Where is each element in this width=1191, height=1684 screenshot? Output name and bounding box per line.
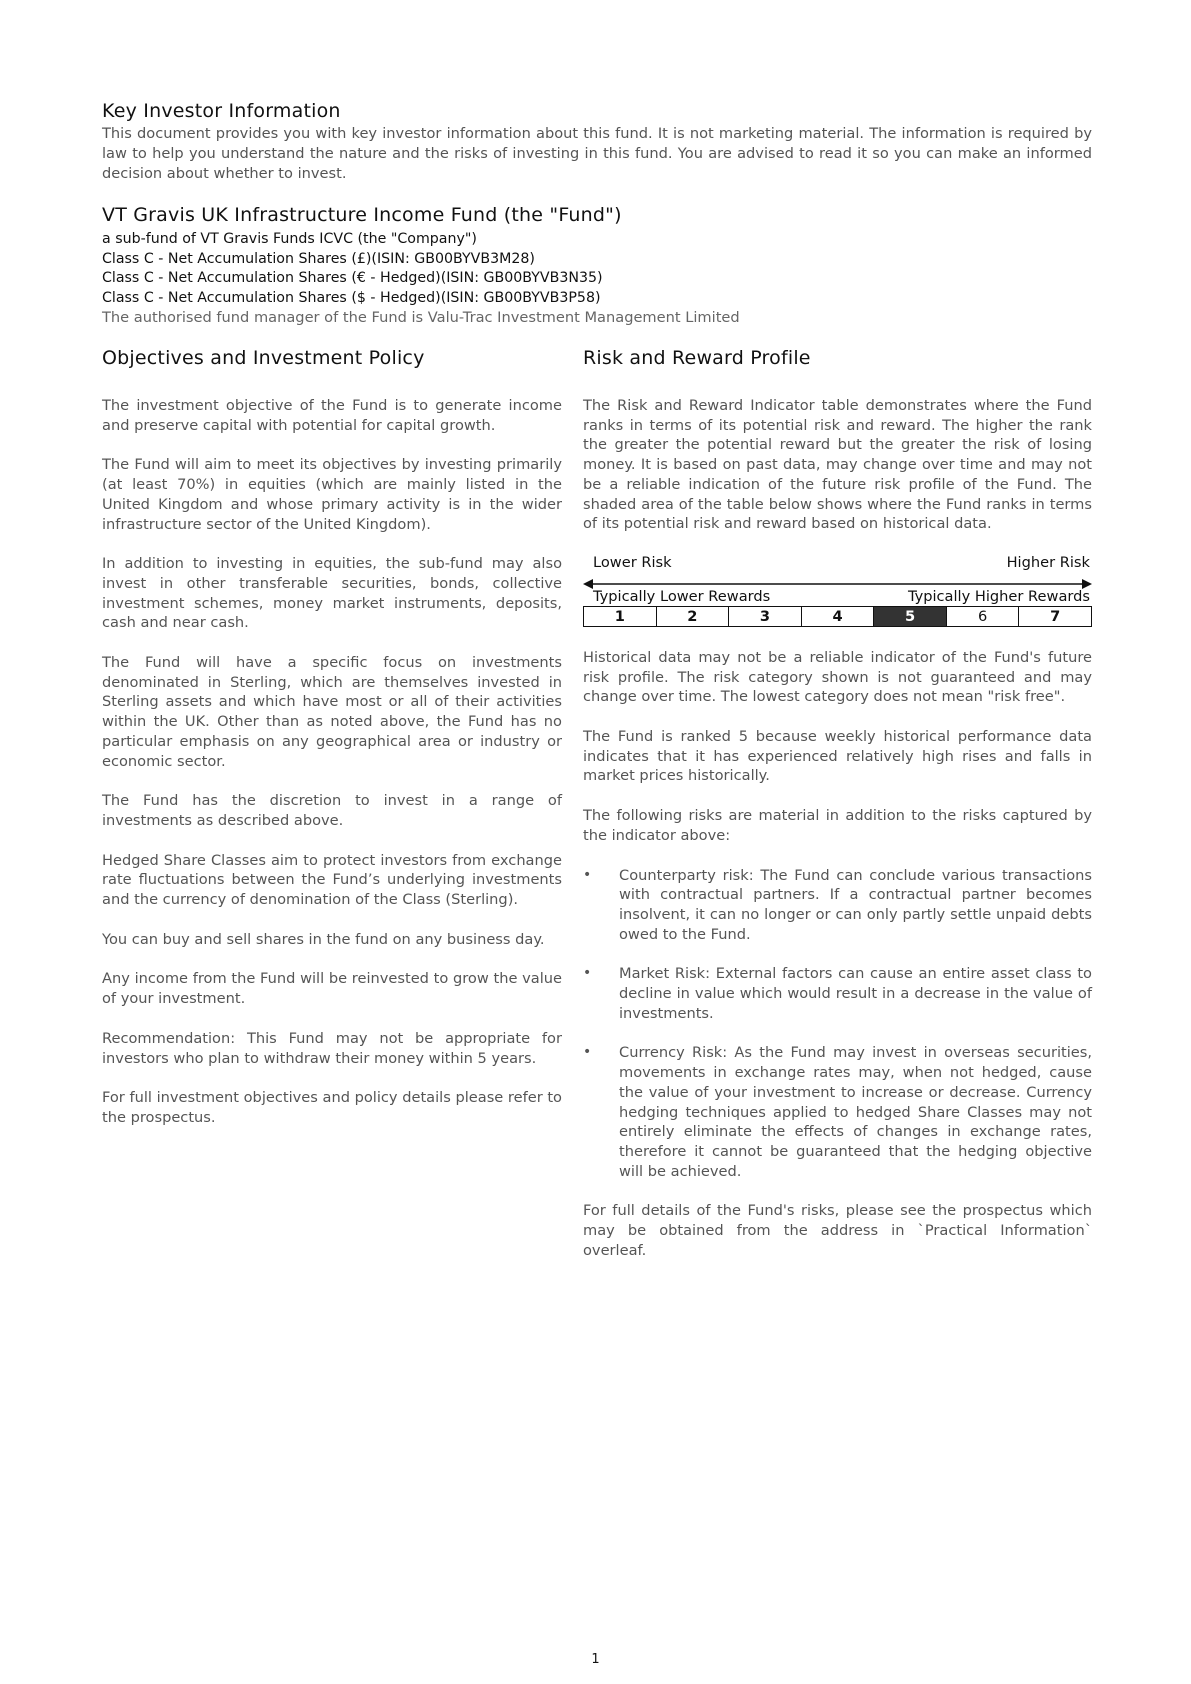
share-class-line: Class C - Net Accumulation Shares (£)(ISIN: GB00BYVB3M28): [102, 250, 535, 267]
risk-category-cell: 5: [873, 607, 946, 626]
objectives-paragraph: Recommendation: This Fund may not be appropriate for investors who plan to withdraw their money within 5 years.: [102, 1029, 562, 1067]
share-class-line: Class C - Net Accumulation Shares ($ - Hedged)(ISIN: GB00BYVB3P58): [102, 289, 601, 306]
risk-paragraph: The following risks are material in addition to the risks captured by the indicator above:: [583, 807, 1092, 844]
page-number: 1: [591, 1652, 600, 1667]
objectives-paragraph: The investment objective of the Fund is to generate income and preserve capital with potential for capital growth.: [102, 397, 562, 434]
risk-bullet-text: Currency Risk: As the Fund may invest in overseas securities, movements in exchange rates may, when not hedged, cause the value of your investment to increase or decrease. Currency hedging techniques applied to hedged Share Classes may not entirely eliminate the effects of changes in exchange rates, therefore it cannot be guaranteed that the hedging objective will be achieved.: [619, 1044, 1092, 1180]
document-page: [102, 100, 1092, 1259]
objectives-paragraph: The Fund will aim to meet its objectives by investing primarily (at least 70%) in equities (which are mainly listed in the United Kingdom and whose primary activity is in the wider infrastructure sector of the United Kingdom).: [102, 456, 562, 533]
risk-closing: For full details of the Fund's risks, please see the prospectus which may be obtained from the address in `Practical Information` overleaf.: [583, 1202, 1092, 1259]
objectives-paragraph: Hedged Share Classes aim to protect investors from exchange rate fluctuations between the Fund’s underlying investments and the currency of denomination of the Class (Sterling).: [102, 851, 562, 909]
risk-section: [583, 346, 1092, 1281]
objectives-paragraph: In addition to investing in equities, the sub-fund may also invest in other transferable securities, bonds, collective investment schemes, money market instruments, deposits, cash and near cash.: [102, 555, 562, 632]
risk-paragraph: The Fund is ranked 5 because weekly historical performance data indicates that it has experienced relatively high rises and falls in market prices historically.: [583, 728, 1092, 785]
risk-category-cell: 4: [801, 607, 874, 626]
risk-list: [583, 866, 1092, 1182]
risk-heading: Risk and Reward Profile: [583, 347, 811, 369]
manager-line: The authorised fund manager of the Fund is Valu-Trac Investment Management Limited: [102, 309, 740, 326]
objectives-heading: Objectives and Investment Policy: [102, 347, 425, 369]
objectives-section: [102, 346, 562, 1148]
risk-category-cell: 6: [946, 607, 1019, 626]
risk-bullet-text: Counterparty risk: The Fund can conclude various transactions with contractual partners. If a contractual partner becomes insolvent, it can no longer or can only partly settle unpaid debts owed to the Fund.: [619, 866, 1092, 943]
bullet-icon: •: [583, 1044, 592, 1061]
risk-category-cell: 1: [614, 607, 625, 625]
risk-reward-indicator: [583, 554, 1092, 624]
lower-risk-label: Lower Risk: [593, 553, 672, 571]
higher-risk-label: Higher Risk: [1006, 553, 1090, 571]
fund-title: VT Gravis UK Infrastructure Income Fund (the "Fund"): [102, 204, 622, 226]
list-item: [583, 866, 1092, 945]
risk-scale: [583, 606, 1092, 627]
objectives-paragraph: The Fund has the discretion to invest in a range of investments as described above.: [102, 792, 562, 829]
page-title: Key Investor Information: [102, 100, 341, 122]
objectives-paragraph: Any income from the Fund will be reinvested to grow the value of your investment.: [102, 970, 562, 1008]
bullet-icon: •: [583, 965, 592, 982]
bullet-icon: •: [583, 866, 592, 883]
intro-text: This document provides you with key investor information about this fund. It is not marketing material. The information is required by law to help you understand the nature and the risks of investing in this fund. You are advised to read it so you can make an informed decision about whether to invest.: [102, 125, 1092, 182]
objectives-paragraph: For full investment objectives and policy details please refer to the prospectus.: [102, 1089, 562, 1126]
risk-bullet-text: Market Risk: External factors can cause an entire asset class to decline in value which would result in a decrease in the value of investments.: [619, 965, 1092, 1022]
risk-category-cell: 7: [1018, 607, 1091, 626]
higher-rewards-label: Typically Higher Rewards: [907, 587, 1090, 605]
lower-rewards-label: Typically Lower Rewards: [593, 587, 771, 605]
risk-intro: The Risk and Reward Indicator table demonstrates where the Fund ranks in terms of its potential risk and reward. The higher the rank the greater the potential reward but the greater the risk of losing money. It is based on past data, may change over time and may not be a reliable indication of the future risk profile of the Fund. The shaded area of the table below shows where the Fund ranks in terms of its potential risk and reward based on historical data.: [583, 397, 1092, 533]
risk-category-cell: 2: [656, 607, 729, 626]
objectives-paragraph: The Fund will have a specific focus on investments denominated in Sterling, which are themselves invested in Sterling assets and which have most or all of their activities within the UK. Other than as noted above, the Fund has no particular emphasis on any geographical area or industry or economic sector.: [102, 654, 562, 770]
risk-paragraph: Historical data may not be a reliable indicator of the Fund's future risk profile. The risk category shown is not guaranteed and may change over time. The lowest category does not mean "risk free".: [583, 648, 1092, 706]
subfund-line: a sub-fund of VT Gravis Funds ICVC (the "Company"): [102, 231, 477, 247]
share-class-line: Class C - Net Accumulation Shares (€ - Hedged)(ISIN: GB00BYVB3N35): [102, 270, 603, 286]
risk-category-cell: 3: [728, 607, 801, 626]
objectives-paragraph: You can buy and sell shares in the fund on any business day.: [102, 930, 545, 948]
list-item: [583, 964, 1092, 1023]
list-item: [583, 1043, 1092, 1181]
